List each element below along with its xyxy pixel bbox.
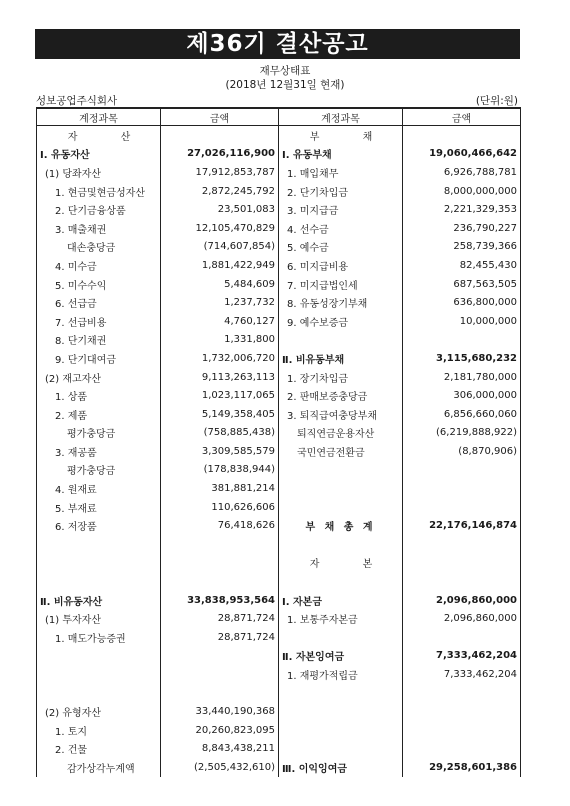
asset-account: (1) 투자자산 <box>37 609 161 628</box>
liability-equity-amount: 3,115,680,232 <box>403 349 521 368</box>
statement-date: (2018년 12월31일 현재) <box>225 79 345 91</box>
liability-equity-amount: 306,000,000 <box>403 386 521 405</box>
asset-amount: 27,026,116,900 <box>161 145 279 164</box>
asset-amount: (714,607,854) <box>161 238 279 257</box>
liability-equity-account <box>279 721 403 740</box>
liability-equity-amount: 258,739,366 <box>403 238 521 257</box>
table-row <box>37 349 521 368</box>
company-name: 성보공업주식회사 <box>36 95 118 107</box>
asset-account <box>37 554 161 573</box>
liability-equity-amount <box>403 740 521 759</box>
table-row <box>37 293 521 312</box>
asset-account: 5. 미수수익 <box>37 275 161 294</box>
table-row <box>37 609 521 628</box>
liability-equity-amount: (6,219,888,922) <box>403 424 521 443</box>
asset-amount <box>161 572 279 591</box>
liability-equity-amount: 2,221,329,353 <box>403 200 521 219</box>
liability-equity-account: 8. 유동성장기부채 <box>279 293 403 312</box>
table-row <box>37 461 521 480</box>
asset-amount: 110,626,606 <box>161 498 279 517</box>
table-row <box>37 721 521 740</box>
liability-equity-amount <box>403 572 521 591</box>
asset-account: 1. 토지 <box>37 721 161 740</box>
asset-account: 2. 제품 <box>37 405 161 424</box>
liability-equity-amount: 687,563,505 <box>403 275 521 294</box>
liability-equity-amount <box>403 702 521 721</box>
liability-equity-account: 1. 매입채무 <box>279 163 403 182</box>
liability-equity-account: Ⅱ. 비유동부채 <box>279 349 403 368</box>
header-account-right: 계정과목 <box>279 108 403 126</box>
asset-amount: 1,237,732 <box>161 293 279 312</box>
asset-amount <box>161 647 279 666</box>
liability-equity-amount <box>403 331 521 350</box>
liability-equity-account: 자 본 <box>279 554 403 573</box>
table-row <box>37 312 521 331</box>
table-row <box>37 516 521 535</box>
asset-amount: 28,871,724 <box>161 628 279 647</box>
asset-account: 평가충당금 <box>37 461 161 480</box>
liability-equity-amount: 10,000,000 <box>403 312 521 331</box>
asset-amount: 12,105,470,829 <box>161 219 279 238</box>
liability-equity-account: Ⅱ. 자본잉여금 <box>279 647 403 666</box>
header-account-left: 계정과목 <box>37 108 161 126</box>
table-row <box>37 479 521 498</box>
liability-equity-account: 1. 장기차입금 <box>279 368 403 387</box>
table-row <box>37 368 521 387</box>
asset-account: 1. 상품 <box>37 386 161 405</box>
table-row <box>37 219 521 238</box>
liability-equity-account: 1. 재평가적립금 <box>279 665 403 684</box>
asset-amount: 76,418,626 <box>161 516 279 535</box>
liability-equity-amount: (8,870,906) <box>403 442 521 461</box>
asset-account: 7. 선급비용 <box>37 312 161 331</box>
header-amount-right: 금액 <box>403 108 521 126</box>
liability-equity-account: Ⅰ. 유동부채 <box>279 145 403 164</box>
asset-amount: 1,023,117,065 <box>161 386 279 405</box>
liability-equity-account: Ⅲ. 이익잉여금 <box>279 758 403 777</box>
notice-title: 제36기 결산공고 <box>35 29 520 59</box>
liability-equity-account <box>279 628 403 647</box>
asset-account: 자 산 <box>37 126 161 145</box>
unit-label: (단위:원) <box>475 95 518 107</box>
asset-account: Ⅰ. 유동자산 <box>37 145 161 164</box>
liability-equity-account: 4. 선수금 <box>279 219 403 238</box>
liability-equity-account: 9. 예수보증금 <box>279 312 403 331</box>
liability-equity-account <box>279 702 403 721</box>
table-body <box>37 126 521 777</box>
table-row <box>37 740 521 759</box>
table-row <box>37 758 521 777</box>
liability-equity-account: Ⅰ. 자본금 <box>279 591 403 610</box>
liability-equity-amount: 2,096,860,000 <box>403 609 521 628</box>
table-row <box>37 591 521 610</box>
table-row <box>37 275 521 294</box>
asset-account: 2. 건물 <box>37 740 161 759</box>
liability-equity-account: 5. 예수금 <box>279 238 403 257</box>
asset-amount <box>161 665 279 684</box>
asset-amount: 20,260,823,095 <box>161 721 279 740</box>
balance-sheet-table <box>36 107 521 777</box>
asset-amount <box>161 554 279 573</box>
liability-equity-amount: 19,060,466,642 <box>403 145 521 164</box>
asset-account: 5. 부재료 <box>37 498 161 517</box>
asset-amount: 28,871,724 <box>161 609 279 628</box>
asset-amount <box>161 684 279 703</box>
table-row <box>37 256 521 275</box>
liability-equity-account <box>279 684 403 703</box>
liability-equity-account: 1. 보통주자본금 <box>279 609 403 628</box>
liability-equity-amount: 6,856,660,060 <box>403 405 521 424</box>
asset-account: (2) 유형자산 <box>37 702 161 721</box>
liability-equity-amount <box>403 479 521 498</box>
asset-account: 4. 원재료 <box>37 479 161 498</box>
liability-equity-account <box>279 535 403 554</box>
table-row <box>37 572 521 591</box>
liability-equity-amount <box>403 461 521 480</box>
asset-account <box>37 535 161 554</box>
liability-equity-account: 부 채 <box>279 126 403 145</box>
table-row <box>37 498 521 517</box>
asset-amount <box>161 535 279 554</box>
asset-account: 6. 저장품 <box>37 516 161 535</box>
table-row <box>37 145 521 164</box>
liability-equity-account: 국민연금전환금 <box>279 442 403 461</box>
asset-account <box>37 647 161 666</box>
liability-equity-account: 3. 미지급금 <box>279 200 403 219</box>
asset-amount: 9,113,263,113 <box>161 368 279 387</box>
liability-equity-amount <box>403 126 521 145</box>
asset-account <box>37 665 161 684</box>
asset-account: 3. 재공품 <box>37 442 161 461</box>
asset-account: 6. 선급금 <box>37 293 161 312</box>
table-row <box>37 182 521 201</box>
table-row <box>37 665 521 684</box>
asset-account: 대손충당금 <box>37 238 161 257</box>
liability-equity-account <box>279 331 403 350</box>
liability-equity-amount: 2,096,860,000 <box>403 591 521 610</box>
liability-equity-account <box>279 479 403 498</box>
asset-account: (1) 당좌자산 <box>37 163 161 182</box>
header-amount-left: 금액 <box>161 108 279 126</box>
table-row <box>37 535 521 554</box>
table-row <box>37 647 521 666</box>
liability-equity-account <box>279 572 403 591</box>
liability-equity-account: 2. 판매보증충당금 <box>279 386 403 405</box>
liability-equity-account <box>279 461 403 480</box>
asset-amount: 5,149,358,405 <box>161 405 279 424</box>
table-row <box>37 442 521 461</box>
asset-account: 8. 단기채권 <box>37 331 161 350</box>
asset-account: 3. 매출채권 <box>37 219 161 238</box>
asset-account: 9. 단기대여금 <box>37 349 161 368</box>
table-row <box>37 405 521 424</box>
table-row <box>37 554 521 573</box>
asset-amount: (758,885,438) <box>161 424 279 443</box>
liability-equity-account: 3. 퇴직급여충당부채 <box>279 405 403 424</box>
table-row <box>37 702 521 721</box>
liability-equity-amount: 22,176,146,874 <box>403 516 521 535</box>
asset-amount <box>161 126 279 145</box>
asset-account: 평가충당금 <box>37 424 161 443</box>
table-header-row <box>37 108 521 126</box>
liability-equity-amount: 8,000,000,000 <box>403 182 521 201</box>
liability-equity-account: 부 채 총 계 <box>279 516 403 535</box>
asset-amount: (178,838,944) <box>161 461 279 480</box>
liability-equity-amount: 6,926,788,781 <box>403 163 521 182</box>
liability-equity-amount <box>403 535 521 554</box>
liability-equity-amount: 7,333,462,204 <box>403 647 521 666</box>
asset-amount: (2,505,432,610) <box>161 758 279 777</box>
asset-account: Ⅱ. 비유동자산 <box>37 591 161 610</box>
liability-equity-account: 2. 단기차입금 <box>279 182 403 201</box>
liability-equity-amount <box>403 628 521 647</box>
asset-amount: 1,331,800 <box>161 331 279 350</box>
asset-account: 1. 현금및현금성자산 <box>37 182 161 201</box>
liability-equity-amount: 29,258,601,386 <box>403 758 521 777</box>
liability-equity-amount: 236,790,227 <box>403 219 521 238</box>
liability-equity-amount <box>403 684 521 703</box>
asset-account: 4. 미수금 <box>37 256 161 275</box>
statement-name: 재무상태표 <box>259 65 311 77</box>
liability-equity-account <box>279 498 403 517</box>
asset-account: 2. 단기금융상품 <box>37 200 161 219</box>
table-row <box>37 163 521 182</box>
asset-amount: 5,484,609 <box>161 275 279 294</box>
liability-equity-account: 6. 미지급비용 <box>279 256 403 275</box>
asset-amount: 33,440,190,368 <box>161 702 279 721</box>
liability-equity-amount <box>403 554 521 573</box>
table-row <box>37 200 521 219</box>
asset-amount: 1,732,006,720 <box>161 349 279 368</box>
asset-amount: 17,912,853,787 <box>161 163 279 182</box>
asset-amount: 4,760,127 <box>161 312 279 331</box>
liability-equity-amount: 636,800,000 <box>403 293 521 312</box>
table-row <box>37 628 521 647</box>
liability-equity-account <box>279 740 403 759</box>
liability-equity-amount <box>403 721 521 740</box>
asset-account: 1. 매도가능증권 <box>37 628 161 647</box>
asset-amount: 381,881,214 <box>161 479 279 498</box>
asset-account: 감가상각누계액 <box>37 758 161 777</box>
liability-equity-account: 7. 미지급법인세 <box>279 275 403 294</box>
liability-equity-amount: 7,333,462,204 <box>403 665 521 684</box>
asset-amount: 33,838,953,564 <box>161 591 279 610</box>
liability-equity-amount <box>403 498 521 517</box>
table-row <box>37 684 521 703</box>
liability-equity-amount: 2,181,780,000 <box>403 368 521 387</box>
table-row <box>37 424 521 443</box>
table-row <box>37 331 521 350</box>
asset-account <box>37 684 161 703</box>
asset-amount: 23,501,083 <box>161 200 279 219</box>
asset-amount: 3,309,585,579 <box>161 442 279 461</box>
liability-equity-amount: 82,455,430 <box>403 256 521 275</box>
asset-amount: 1,881,422,949 <box>161 256 279 275</box>
asset-amount: 2,872,245,792 <box>161 182 279 201</box>
asset-amount: 8,843,438,211 <box>161 740 279 759</box>
liability-equity-account: 퇴직연금운용자산 <box>279 424 403 443</box>
table-row <box>37 386 521 405</box>
asset-account: (2) 재고자산 <box>37 368 161 387</box>
asset-account <box>37 572 161 591</box>
table-row <box>37 238 521 257</box>
table-row <box>37 126 521 145</box>
